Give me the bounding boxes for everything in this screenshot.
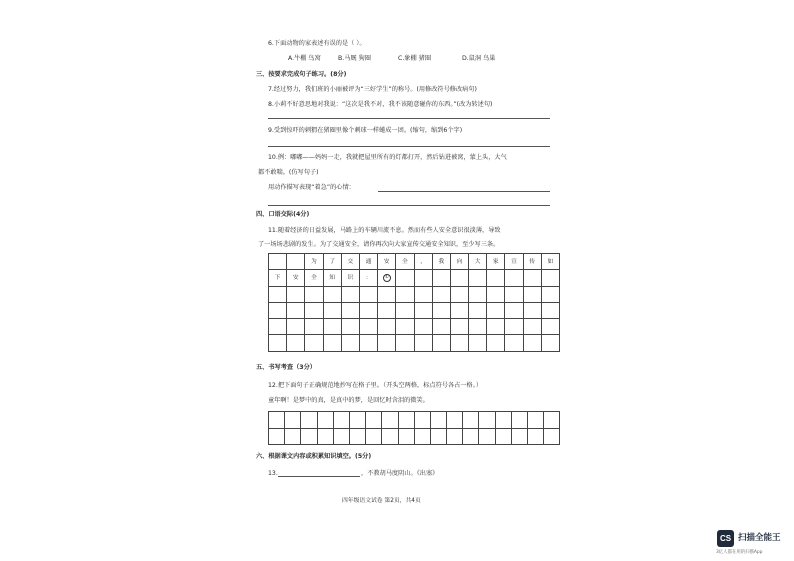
grid-cell[interactable]: 宣 — [505, 254, 523, 270]
grid-cell[interactable] — [432, 270, 450, 286]
grid-cell[interactable]: 知 — [323, 270, 341, 286]
grid-cell[interactable] — [523, 270, 541, 286]
grid-cell[interactable]: ， — [414, 254, 432, 270]
q6-stem: 6.下面动物的家表述有误的是（ ）。 — [268, 40, 366, 47]
q11-text-line2: 了一场场悲剧的发生。为了交通安全，请你再次向大家宣传交通安全知识，至少写三条。 — [258, 241, 500, 248]
grid-cell[interactable] — [450, 270, 468, 286]
q10-prompt: 用动作描写表现“着急”的心情： — [268, 184, 355, 191]
section-5-heading: 五、书写考查（3分） — [256, 364, 316, 371]
grid-cell[interactable] — [487, 302, 505, 318]
grid-cell[interactable]: 为 — [305, 254, 323, 270]
grid-cell[interactable] — [432, 319, 450, 335]
q10-text-line1: 10.例：嘟嘟——妈妈一走，我就把屋里所有的灯都打开，然后钻进被窝，蒙上头，大气 — [268, 154, 507, 161]
grid-cell[interactable] — [323, 335, 341, 351]
grid-cell[interactable] — [463, 412, 479, 429]
grid-cell[interactable] — [450, 286, 468, 302]
grid-cell[interactable] — [414, 270, 432, 286]
grid-cell[interactable] — [378, 270, 396, 286]
grid-cell[interactable] — [505, 286, 523, 302]
grid-cell[interactable] — [469, 335, 487, 351]
grid-cell[interactable]: 交 — [341, 254, 359, 270]
grid-cell[interactable] — [469, 270, 487, 286]
grid-cell[interactable] — [287, 302, 305, 318]
grid-cell[interactable] — [287, 254, 305, 270]
grid-cell[interactable] — [341, 335, 359, 351]
grid-row — [269, 412, 560, 429]
grid-cell[interactable] — [487, 319, 505, 335]
grid-row — [269, 270, 560, 286]
q9-answer-line[interactable] — [268, 146, 550, 147]
page-footer: 四年级语文试卷 第2页，共4页 — [342, 498, 421, 504]
grid-cell[interactable] — [359, 319, 377, 335]
grid-cell[interactable] — [323, 319, 341, 335]
grid-cell[interactable] — [479, 428, 495, 445]
grid-cell[interactable] — [463, 428, 479, 445]
grid-row — [269, 254, 560, 270]
grid-cell[interactable] — [495, 428, 511, 445]
grid-cell[interactable] — [544, 428, 560, 445]
grid-cell[interactable] — [450, 335, 468, 351]
grid-cell[interactable] — [301, 412, 317, 429]
grid-cell[interactable] — [333, 428, 349, 445]
grid-cell[interactable] — [359, 302, 377, 318]
grid-cell[interactable]: 识 — [341, 270, 359, 286]
grid-cell[interactable] — [541, 302, 559, 318]
grid-cell[interactable] — [541, 319, 559, 335]
grid-cell[interactable] — [505, 302, 523, 318]
grid-row — [269, 286, 560, 302]
grid-row — [269, 335, 560, 351]
q10-text-line2: 都不敢喘。(仿写句子) — [258, 169, 319, 176]
grid-cell[interactable] — [269, 335, 287, 351]
grid-cell[interactable] — [523, 302, 541, 318]
grid-cell[interactable] — [511, 412, 527, 429]
section-4-heading: 四、口语交际(4分) — [256, 211, 310, 218]
grid-cell[interactable] — [469, 286, 487, 302]
grid-cell[interactable] — [269, 302, 287, 318]
grid-cell[interactable] — [432, 335, 450, 351]
grid-cell[interactable] — [487, 270, 505, 286]
grid-cell[interactable] — [544, 412, 560, 429]
q6-option-b: B.马厩 狗圈 — [338, 55, 371, 62]
grid-cell[interactable] — [269, 319, 287, 335]
q6-option-d: D.鼠洞 鸟巢 — [462, 55, 496, 62]
grid-cell[interactable]: 如 — [541, 254, 559, 270]
camscanner-name: 扫描全能王 — [738, 533, 781, 543]
q11-text-line1: 11.随着经济的日益发展，马路上的车辆川流不息。然而有些人安全意识很淡薄，导致 — [268, 227, 501, 234]
grid-cell[interactable] — [505, 270, 523, 286]
grid-cell[interactable] — [495, 412, 511, 429]
grid-cell[interactable] — [349, 412, 365, 429]
circled-one: ① — [384, 274, 389, 280]
grid-cell[interactable] — [396, 302, 414, 318]
grid-cell[interactable] — [382, 428, 398, 445]
q8-text: 8.小莉不好意思地对我说：“这次是我不对，我不该随意碰你的东西。”(改为转述句) — [268, 101, 493, 108]
grid-cell[interactable] — [469, 319, 487, 335]
grid-cell[interactable] — [341, 319, 359, 335]
grid-cell[interactable]: 安 — [287, 270, 305, 286]
grid-cell[interactable] — [285, 428, 301, 445]
grid-cell[interactable] — [398, 428, 414, 445]
camscanner-logo: CS — [717, 530, 734, 547]
grid-cell[interactable] — [414, 428, 430, 445]
grid-cell[interactable] — [305, 319, 323, 335]
grid-cell[interactable]: 传 — [523, 254, 541, 270]
grid-cell[interactable] — [378, 286, 396, 302]
grid-cell[interactable] — [505, 319, 523, 335]
grid-cell[interactable] — [301, 428, 317, 445]
grid-cell[interactable] — [396, 270, 414, 286]
grid-cell[interactable] — [323, 286, 341, 302]
q9-text: 9.受到惊吓的刺猬在猪圈里像个刺球一样蜷成一团。(缩句，缩到6个字) — [268, 127, 463, 134]
q8-answer-line[interactable] — [268, 118, 550, 119]
grid-cell[interactable] — [523, 319, 541, 335]
grid-cell[interactable] — [541, 270, 559, 286]
grid-cell[interactable] — [341, 302, 359, 318]
grid-cell[interactable]: 下 — [269, 270, 287, 286]
grid-cell[interactable] — [285, 412, 301, 429]
grid-row — [269, 302, 560, 318]
grid-cell[interactable] — [349, 428, 365, 445]
q10-answer-line-1[interactable] — [378, 191, 550, 192]
grid-cell[interactable] — [333, 412, 349, 429]
grid-cell[interactable] — [359, 286, 377, 302]
grid-cell[interactable] — [414, 302, 432, 318]
q6-option-a: A.牛棚 鸟窝 — [288, 55, 321, 62]
grid-row — [269, 319, 560, 335]
grid-cell[interactable] — [505, 335, 523, 351]
grid-cell[interactable] — [269, 286, 287, 302]
grid-cell[interactable] — [323, 302, 341, 318]
grid-cell[interactable] — [414, 286, 432, 302]
grid-cell[interactable] — [396, 286, 414, 302]
q10-answer-line-2[interactable] — [268, 205, 550, 206]
grid-cell[interactable] — [269, 428, 285, 445]
grid-cell[interactable] — [269, 412, 285, 429]
grid-cell[interactable] — [432, 302, 450, 318]
grid-cell[interactable] — [378, 302, 396, 318]
grid-cell[interactable] — [305, 302, 323, 318]
grid-cell[interactable]: 了 — [323, 254, 341, 270]
section-3-heading: 三、按要求完成句子练习。(8分) — [256, 71, 347, 78]
section-6-heading: 六、根据课文内容或积累知识填空。(5分) — [256, 453, 372, 460]
grid-cell[interactable] — [479, 412, 495, 429]
grid-cell[interactable] — [287, 286, 305, 302]
grid-cell[interactable] — [528, 412, 544, 429]
grid-cell[interactable]: 大 — [469, 254, 487, 270]
grid-cell[interactable]: 安 — [378, 254, 396, 270]
grid-cell[interactable] — [317, 412, 333, 429]
grid-cell[interactable] — [287, 319, 305, 335]
q13-blank[interactable] — [278, 476, 360, 477]
grid-cell[interactable] — [487, 286, 505, 302]
q13-text: ，不教胡马度阴山。《出塞》 — [361, 470, 439, 477]
grid-cell[interactable] — [487, 335, 505, 351]
grid-cell[interactable] — [541, 286, 559, 302]
grid-cell[interactable]: 家 — [487, 254, 505, 270]
grid-cell[interactable] — [430, 412, 446, 429]
grid-cell[interactable]: 通 — [359, 254, 377, 270]
q7-text: 7.经过努力，我们班的小丽被评为“三好学生”的称号。(用修改符号修改病句) — [268, 86, 477, 93]
grid-cell[interactable] — [378, 335, 396, 351]
grid-cell[interactable] — [287, 335, 305, 351]
q12-copy-grid[interactable] — [268, 411, 560, 445]
grid-cell[interactable] — [382, 412, 398, 429]
grid-cell[interactable]: 全 — [396, 254, 414, 270]
grid-cell[interactable] — [447, 428, 463, 445]
grid-cell[interactable] — [269, 254, 287, 270]
grid-cell[interactable] — [305, 286, 323, 302]
grid-cell[interactable] — [432, 286, 450, 302]
grid-cell[interactable] — [447, 412, 463, 429]
grid-cell[interactable] — [396, 335, 414, 351]
grid-cell[interactable] — [398, 412, 414, 429]
grid-cell[interactable] — [541, 335, 559, 351]
grid-cell[interactable] — [523, 286, 541, 302]
grid-cell[interactable] — [366, 428, 382, 445]
grid-cell[interactable]: 我 — [432, 254, 450, 270]
q12-sentence: 童年啊！是梦中的真，是真中的梦，是回忆时含泪的微笑。 — [268, 397, 429, 404]
grid-cell[interactable] — [450, 302, 468, 318]
grid-cell[interactable] — [414, 335, 432, 351]
grid-cell[interactable] — [359, 335, 377, 351]
grid-cell[interactable] — [469, 302, 487, 318]
q6-option-c: C.象棚 猪圈 — [398, 55, 432, 62]
grid-cell[interactable]: 向 — [450, 254, 468, 270]
grid-cell[interactable] — [305, 335, 323, 351]
grid-cell[interactable] — [378, 319, 396, 335]
grid-cell[interactable] — [414, 412, 430, 429]
grid-cell[interactable] — [511, 428, 527, 445]
q12-text: 12.把下面句子正确规范地抄写在格子里。（开头空两格，标点符号各占一格。） — [268, 382, 483, 389]
grid-cell[interactable]: ： — [359, 270, 377, 286]
grid-cell[interactable]: 全 — [305, 270, 323, 286]
grid-cell[interactable] — [341, 286, 359, 302]
grid-cell[interactable] — [317, 428, 333, 445]
grid-cell[interactable] — [414, 319, 432, 335]
grid-cell[interactable] — [523, 335, 541, 351]
grid-cell[interactable] — [366, 412, 382, 429]
grid-row — [269, 428, 560, 445]
grid-cell[interactable] — [430, 428, 446, 445]
q11-writing-grid[interactable] — [268, 253, 560, 352]
grid-cell[interactable] — [528, 428, 544, 445]
grid-cell[interactable] — [396, 319, 414, 335]
q13-number: 13. — [268, 470, 278, 477]
grid-cell[interactable] — [450, 319, 468, 335]
camscanner-tagline: 3亿人都在用的扫描App — [716, 550, 763, 555]
